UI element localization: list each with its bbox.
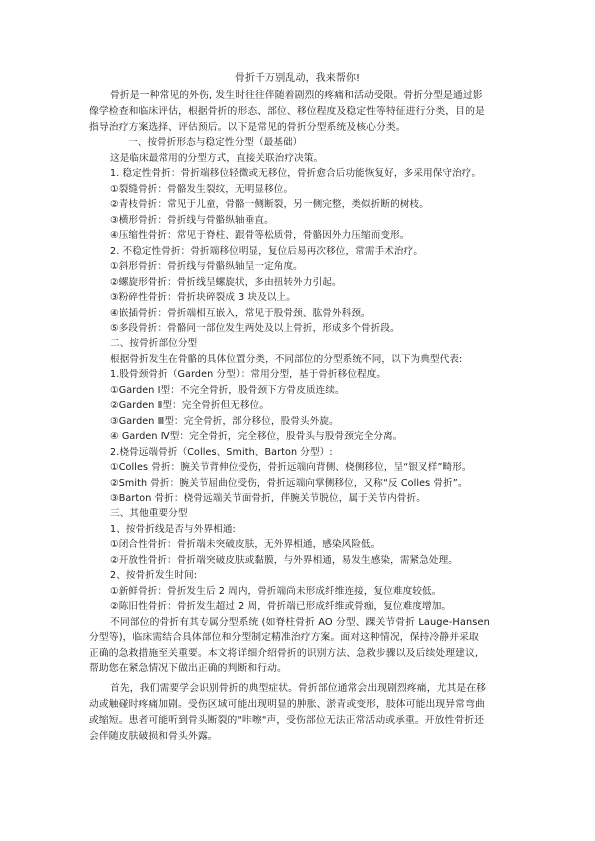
page-title: 骨折千万别乱动，我来帮你! xyxy=(234,73,361,84)
section-2-line: ②Garden Ⅱ型：完全骨折但无移位。 xyxy=(110,400,270,411)
section-2-line: ④ Garden Ⅳ型：完全骨折，完全移位，股骨头与股骨颈完全分离。 xyxy=(110,431,403,442)
section-1-line: 2. 不稳定性骨折：骨折端移位明显，复位后易再次移位，常需手术治疗。 xyxy=(110,246,424,257)
closing-paragraph-2-line: 动或触碰时疼痛加剧。受伤区域可能出现明显的肿胀、淤青或变形，肢体可能出现异常弯曲 xyxy=(89,699,485,710)
section-2-line: 1.股骨颈骨折（Garden 分型）：常用分型，基于骨折移位程度。 xyxy=(110,369,387,380)
closing-paragraph-2-line: 首先，我们需要学会识别骨折的典型症状。骨折部位通常会出现剧烈疼痛，尤其是在移 xyxy=(110,683,487,694)
closing-paragraph-2-line: 会伴随皮肤破损和骨头外露。 xyxy=(89,731,218,742)
section-3-line: ②陈旧性骨折：骨折发生超过 2 周，骨折端已形成纤维或骨痂，复位难度增加。 xyxy=(110,601,452,612)
section-2-line: ③Barton 骨折：桡骨远端关节面骨折，伴腕关节脱位，属于关节内骨折。 xyxy=(110,493,426,504)
section-3-line: ①新鲜骨折：骨折发生后 2 周内，骨折端尚未形成纤维连接，复位难度较低。 xyxy=(110,586,442,597)
section-1-line: ②青枝骨折：常见于儿童，骨骼一侧断裂，另一侧完整，类似折断的树枝。 xyxy=(110,199,429,210)
section-2-line: ②Smith 骨折：腕关节屈曲位受伤，骨折远端向掌侧移位，又称“反 Colles 骨折”。 xyxy=(110,478,468,489)
section-1-line: ③横形骨折：骨折线与骨骼纵轴垂直。 xyxy=(110,215,274,226)
section-1-line: ③粉碎性骨折：骨折块碎裂成 3 块及以上。 xyxy=(110,292,296,303)
section-3-line: ②开放性骨折：骨折端突破皮肤或黏膜，与外界相通，易发生感染，需紧急处理。 xyxy=(110,555,458,566)
section-1-line: 这是临床最常用的分型方式，直接关联治疗决策。 xyxy=(110,153,324,164)
section-1-line: ④压缩性骨折：常见于脊柱、跟骨等松质骨，骨骼因外力压缩而变形。 xyxy=(110,230,410,241)
section-1-line: 1. 稳定性骨折：骨折端移位轻微或无移位，骨折愈合后功能恢复好，多采用保守治疗。 xyxy=(110,168,482,179)
section-2-line: ①Colles 骨折：腕关节背伸位受伤，骨折远端向背侧、桡侧移位，呈“银叉样”畸形。 xyxy=(110,462,472,473)
section-1-line: ④嵌插骨折：骨折端相互嵌入，常见于股骨颈、肱骨外科颈。 xyxy=(110,308,371,319)
section-2-line: 根据骨折发生在骨骼的具体位置分类，不同部位的分型系统不同，以下为典型代表: xyxy=(110,354,463,365)
section-3-line: ①闭合性骨折：骨折端未突破皮肤，无外界相通，感染风险低。 xyxy=(110,539,381,550)
closing-paragraph-1-line: 正确的急救措施至关重要。本文将详细介绍骨折的识别方法、急救步骤以及后续处理建议, xyxy=(89,648,479,659)
section-2-line: 2.桡骨远端骨折（Colles、Smith、Barton 分型）: xyxy=(110,447,333,458)
section-1-line: ⑤多段骨折：骨骼同一部位发生两处及以上骨折，形成多个骨折段。 xyxy=(110,323,400,334)
intro-line-3: 指导治疗方案选择、评估预后。以下是常见的骨折分型系统及核心分类。 xyxy=(89,122,406,133)
closing-paragraph-1-line: 不同部位的骨折有其专属分型系统 (如脊柱骨折 AO 分型、踝关节骨折 Lauge-Hansen xyxy=(110,617,490,628)
section-3-line: 1、按骨折线是否与外界相通: xyxy=(110,524,236,535)
closing-paragraph-1-line: 分型等)，临床需结合具体部位和分型制定精准治疗方案。面对这种情况，保持冷静并采取 xyxy=(89,632,479,643)
closing-paragraph-2-line: 或缩短。患者可能听到骨头断裂的"咔嚓"声，受伤部位无法正常活动或承重。开放性骨折还 xyxy=(89,715,485,726)
section-2-line: ③Garden Ⅲ型：完全骨折，部分移位，股骨头外旋。 xyxy=(110,416,339,427)
intro-line-1: 骨折是一种常见的外伤, 发生时往往伴随着剧烈的疼痛和活动受限。骨折分型是通过影 xyxy=(110,90,483,101)
section-1-line: ①裂缝骨折：骨骼发生裂纹，无明显移位。 xyxy=(110,184,294,195)
section-2-line: ①Garden Ⅰ型：不完全骨折，股骨颈下方骨皮质连续。 xyxy=(110,385,345,396)
section-3-heading: 三、其他重要分型 xyxy=(110,508,188,519)
section-1-line: ①斜形骨折：骨折线与骨骼纵轴呈一定角度。 xyxy=(110,261,303,272)
section-1-line: ②螺旋形骨折：骨折线呈螺旋状，多由扭转外力引起。 xyxy=(110,277,342,288)
intro-line-2: 像学检查和临床评估，根据骨折的形态、部位、移位程度及稳定性等特征进行分类，目的是 xyxy=(89,106,485,117)
section-1-heading: 一、按骨折形态与稳定性分型（最基础） xyxy=(128,137,303,148)
section-3-line: 2、按骨折发生时间: xyxy=(110,570,198,581)
section-2-heading: 二、按骨折部位分型 xyxy=(110,338,198,349)
closing-paragraph-1-line: 帮助您在紧急情况下做出正确的判断和行动。 xyxy=(89,663,287,674)
